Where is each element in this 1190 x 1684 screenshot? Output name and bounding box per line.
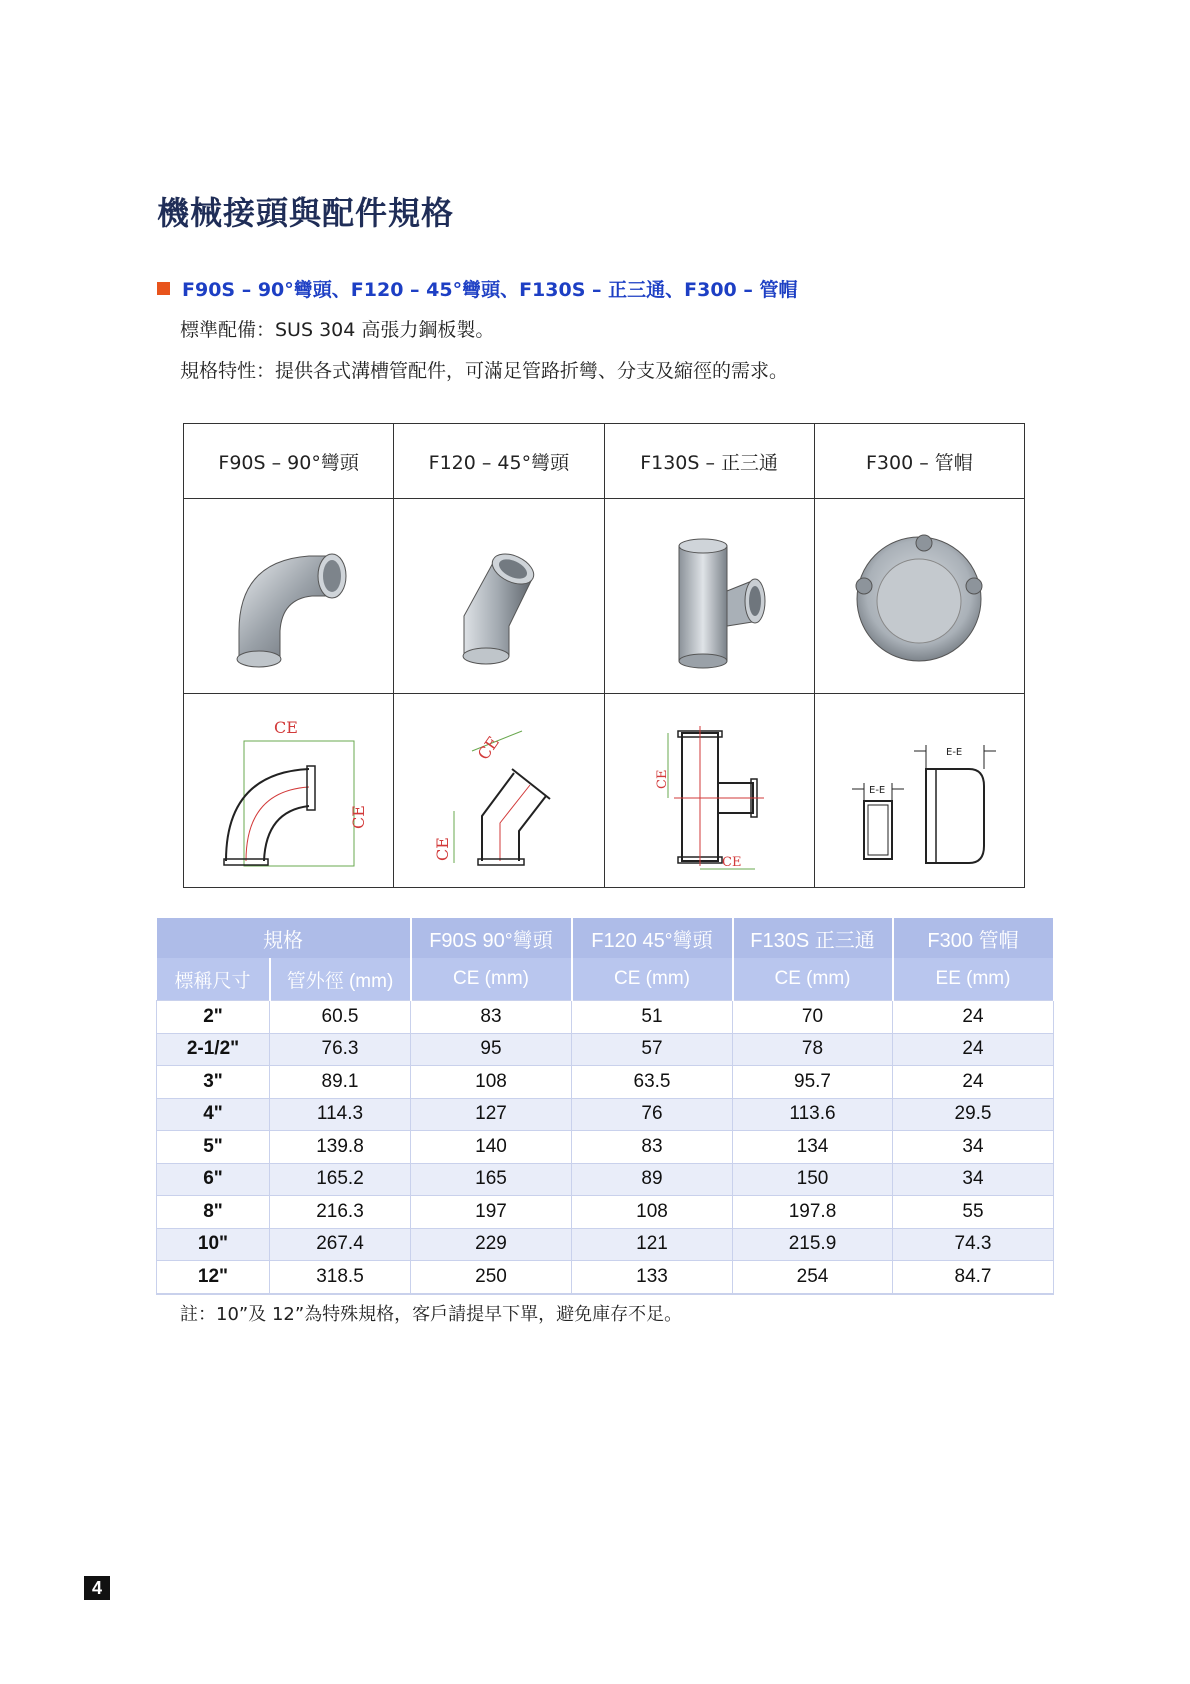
table-cell: 83 [411,1001,572,1034]
table-row [157,1163,1054,1196]
table-cell: 165 [411,1163,572,1196]
table-cell: 216.3 [270,1196,411,1229]
product-photo-f130s [604,499,814,694]
table-cell: 76.3 [270,1033,411,1066]
elbow-90-drawing-icon [204,711,374,871]
product-label-f300: F300 – 管帽 [814,424,1024,499]
table-row [157,1033,1054,1066]
table-cell-size: 2" [157,1001,270,1034]
table-cell: 121 [572,1228,733,1261]
header-f130s: F130S 正三通 [733,918,893,958]
table-cell: 34 [893,1131,1054,1164]
table-cell: 197.8 [733,1196,893,1229]
table-cell: 254 [733,1261,893,1294]
dimension-drawing-f120 [394,694,604,888]
table-cell: 83 [572,1131,733,1164]
table-cell: 60.5 [270,1001,411,1034]
table-row [157,1066,1054,1099]
product-photo-f120 [394,499,604,694]
elbow-45-drawing-icon [414,711,584,871]
sub-header-ee-f300: EE (mm) [893,958,1054,1001]
table-cell-size: 8" [157,1196,270,1229]
description-standard: 標準配備：SUS 304 高張力鋼板製。 [180,319,495,341]
table-row [157,1098,1054,1131]
table-cell-size: 4" [157,1098,270,1131]
dim-label-ce-angle: CE [473,732,503,763]
tee-drawing-icon [624,711,794,871]
dimension-drawing-f90s [184,694,394,888]
dimension-drawing-f130s [604,694,814,888]
description-feature: 規格特性：提供各式溝槽管配件，可滿足管路折彎、分支及縮徑的需求。 [180,360,789,382]
table-cell: 197 [411,1196,572,1229]
table-cell-size: 12" [157,1261,270,1294]
table-cell: 24 [893,1066,1054,1099]
table-cell: 24 [893,1033,1054,1066]
sub-header-ce-f90s: CE (mm) [411,958,572,1001]
bullet-square-icon [157,282,170,295]
table-cell: 51 [572,1001,733,1034]
table-cell: 165.2 [270,1163,411,1196]
spec-group-header: 規格 [157,918,411,958]
table-cell: 78 [733,1033,893,1066]
table-cell: 108 [411,1066,572,1099]
table-cell: 57 [572,1033,733,1066]
table-cell: 95.7 [733,1066,893,1099]
header-f300: F300 管帽 [893,918,1054,958]
table-cell: 76 [572,1098,733,1131]
cap-drawing-icon [834,711,1004,871]
product-label-f130s: F130S – 正三通 [604,424,814,499]
table-cell-size: 2-1/2" [157,1033,270,1066]
table-row [157,1196,1054,1229]
table-cell: 84.7 [893,1261,1054,1294]
sub-header-ce-f120: CE (mm) [572,958,733,1001]
table-cell: 70 [733,1001,893,1034]
product-label-f120: F120 – 45°彎頭 [394,424,604,499]
table-cell: 267.4 [270,1228,411,1261]
table-cell: 140 [411,1131,572,1164]
dim-label-ce-side: CE [655,769,671,789]
table-cell: 55 [893,1196,1054,1229]
dim-label-ce-side: CE [432,836,452,861]
table-row [157,1261,1054,1294]
table-cell: 29.5 [893,1098,1054,1131]
dim-label-ee-small: E-E [869,784,886,796]
footnote: 註：10”及 12”為特殊規格，客戶請提早下單，避免庫存不足。 [180,1304,683,1325]
table-cell: 127 [411,1098,572,1131]
table-cell: 215.9 [733,1228,893,1261]
table-cell: 89.1 [270,1066,411,1099]
sub-header-outer-diameter: 管外徑 (mm) [270,958,411,1001]
table-cell: 134 [733,1131,893,1164]
table-cell: 318.5 [270,1261,411,1294]
page-number: 4 [84,1576,110,1600]
table-cell-size: 3" [157,1066,270,1099]
table-row [157,1131,1054,1164]
dim-label-ce-side: CE [348,804,368,829]
table-row [157,1001,1054,1034]
dimension-drawing-f300 [814,694,1024,888]
table-cell: 24 [893,1001,1054,1034]
header-f90s: F90S 90°彎頭 [411,918,572,958]
table-cell: 133 [572,1261,733,1294]
spec-table [156,918,1055,1295]
table-cell: 63.5 [572,1066,733,1099]
table-cell: 250 [411,1261,572,1294]
section-heading-text: F90S – 90°彎頭、F120 – 45°彎頭、F130S – 正三通、F300 – 管帽 [182,279,798,301]
dim-label-ce-bottom: CE [722,854,742,870]
table-cell-size: 5" [157,1131,270,1164]
table-cell: 95 [411,1033,572,1066]
section-heading [157,275,798,302]
table-cell: 229 [411,1228,572,1261]
table-cell: 34 [893,1163,1054,1196]
table-cell: 113.6 [733,1098,893,1131]
page-title: 機械接頭與配件規格 [157,194,455,232]
product-photo-f300 [814,499,1024,694]
sub-header-ce-f130s: CE (mm) [733,958,893,1001]
product-photo-f90s [184,499,394,694]
header-f120: F120 45°彎頭 [572,918,733,958]
dim-label-ce-top: CE [273,717,298,737]
elbow-45-icon [424,521,574,671]
table-cell: 114.3 [270,1098,411,1131]
elbow-90-icon [214,521,364,671]
table-cell: 74.3 [893,1228,1054,1261]
table-cell: 89 [572,1163,733,1196]
tee-icon [634,521,784,671]
product-grid [183,423,1025,888]
table-cell: 108 [572,1196,733,1229]
table-cell: 150 [733,1163,893,1196]
cap-icon [844,521,994,671]
dim-label-ee-large: E-E [946,746,963,758]
table-cell-size: 6" [157,1163,270,1196]
table-cell-size: 10" [157,1228,270,1261]
sub-header-nominal-size: 標稱尺寸 [157,958,270,1001]
table-row [157,1228,1054,1261]
product-label-f90s: F90S – 90°彎頭 [184,424,394,499]
table-cell: 139.8 [270,1131,411,1164]
